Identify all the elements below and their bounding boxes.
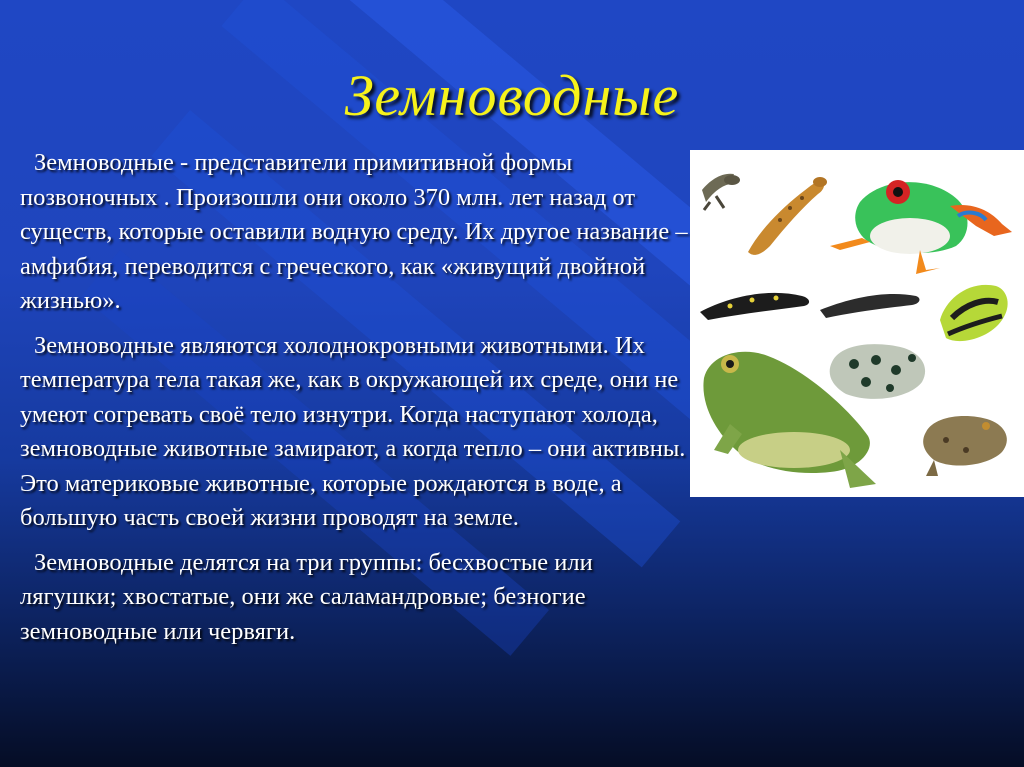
- slide-body: [20, 146, 690, 659]
- newt-illustration: [702, 174, 740, 210]
- paragraph-origin: Земноводные - представители примитивной формы позвоночных . Произошли они около 370 млн. лет назад от существ, которые оставили водную среду. Их другое название – амфибия, переводится с греческого, как «живущий двойной жизнью».: [20, 149, 688, 314]
- tree-frog-illustration: [830, 180, 1012, 274]
- amphibians-image: [690, 150, 1024, 497]
- salamander-illustration: [748, 177, 827, 255]
- paragraph-cold-blooded: Земноводные являются холоднокровными животными. Их температура тела такая же, как в окружающей их среде, они не умеют согревать своё тело изнутри. Когда наступают холода, земноводные животные замирают, а когда тепло – они активны. Это материковые животные, которые рождаются в воде, а большую часть своей жизни проводят на земле.: [20, 331, 686, 531]
- dark-salamander-illustration: [820, 294, 919, 318]
- slide-title: Земноводные: [344, 63, 680, 128]
- dart-frog-illustration: [940, 285, 1008, 341]
- toad-illustration: [830, 344, 925, 399]
- brown-frog-illustration: [923, 416, 1007, 476]
- paragraph-groups: Земноводные делятся на три группы: бесхвостые или лягушки; хвостатые, они же саламандровые; безногие земноводные или червяги.: [20, 548, 593, 645]
- black-salamander-illustration: [700, 293, 809, 320]
- amphibians-illustration: [690, 150, 1024, 497]
